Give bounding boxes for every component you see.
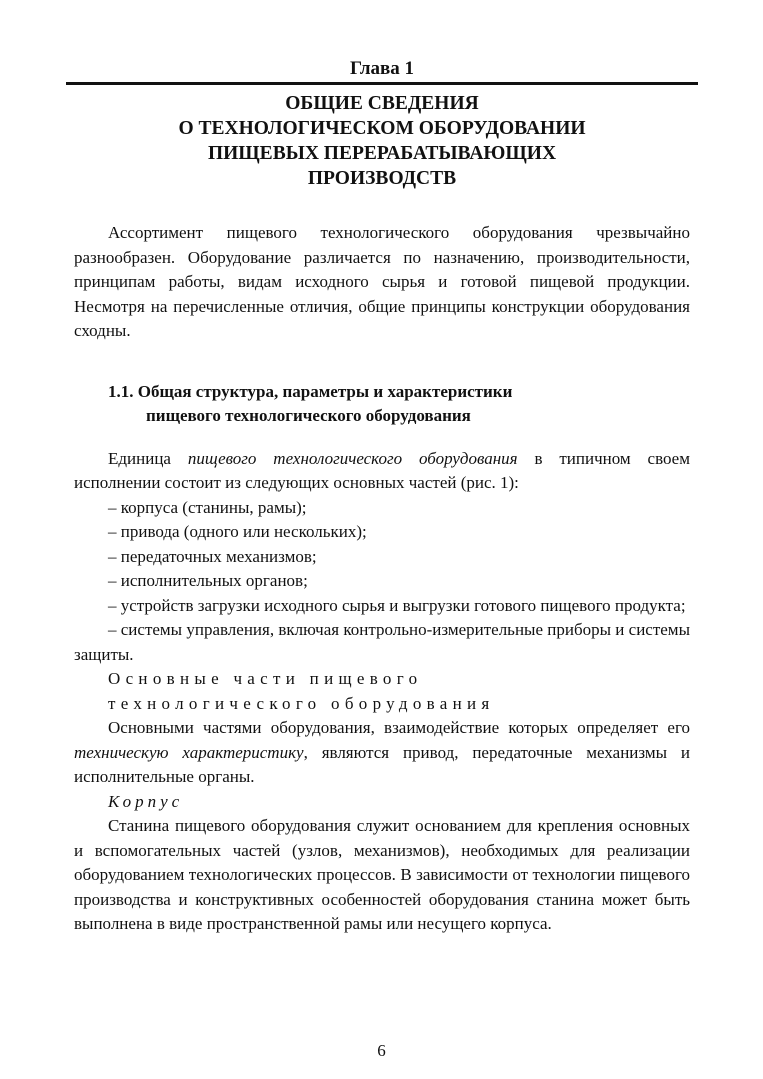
section-heading-line1: 1.1. Общая структура, параметры и характеристики: [108, 381, 513, 401]
book-page: [74, 58, 690, 937]
subheading-line1: Основные части пищевого: [108, 669, 423, 688]
chapter-label: Глава 1: [349, 58, 415, 79]
corpus-heading: Корпус: [108, 791, 184, 811]
unit-paragraph-emphasis: пищевого технологического оборудования: [187, 448, 518, 468]
list-item: – передаточных механизмов;: [108, 546, 317, 566]
chapter-title-line: О ТЕХНОЛОГИЧЕСКОМ ОБОРУДОВАНИИ: [178, 118, 586, 139]
unit-paragraph-start: Единица: [108, 448, 188, 468]
main-parts-start: Основными частями оборудования, взаимодействие которых определяет его: [108, 718, 690, 737]
subheading-line2: технологического оборудования: [108, 693, 495, 713]
section-heading: [74, 380, 690, 429]
chapter-title-line: ПИЩЕВЫХ ПЕРЕРАБАТЫВАЮЩИХ: [207, 143, 557, 164]
list-item: – исполнительных органов;: [108, 571, 308, 590]
unit-paragraph: [74, 447, 690, 496]
intro-paragraph: Ассортимент пищевого технологического оборудования чрезвычайно разнообразен. Оборудование различается по назначению, производительности, принципам работы, видам исходного сырья и готовой пищевой продукции. Несмотря на перечисленные отличия, общие принципы конструкции оборудования сходны.: [74, 223, 690, 340]
page-number: 6: [377, 1041, 386, 1060]
list-item: – корпуса (станины, рамы);: [108, 497, 307, 517]
chapter-rule: [66, 82, 698, 85]
chapter-title-line: ПРОИЗВОДСТВ: [307, 168, 457, 189]
list-item: – устройств загрузки исходного сырья и выгрузки готового пищевого продукта;: [108, 595, 686, 615]
list-item: – привода (одного или нескольких);: [108, 522, 367, 541]
unit-paragraph-end: в типичном своем исполнении состоит из следующих основных частей (рис. 1):: [74, 448, 690, 492]
main-parts-end: , являются привод, передаточные механизмы и исполнительные органы.: [74, 742, 690, 786]
list-item: – системы управления, включая контрольно-измерительные приборы и системы защиты.: [74, 620, 690, 664]
section-heading-line2: пищевого технологического оборудования: [146, 406, 471, 425]
main-parts-paragraph: [74, 716, 690, 790]
main-parts-emphasis: техническую характеристику: [74, 742, 304, 762]
chapter-title: [74, 91, 690, 191]
corpus-paragraph: Станина пищевого оборудования служит основанием для крепления основных и вспомогательных частей (узлов, механизмов), необходимых для реализации оборудованием технологических процессов. В зависимости от технологии пищевого производства и конструктивных особенностей оборудования станина может быть выполнена в виде пространственной рамы или несущего корпуса.: [74, 816, 690, 933]
chapter-title-line: ОБЩИЕ СВЕДЕНИЯ: [285, 93, 479, 114]
